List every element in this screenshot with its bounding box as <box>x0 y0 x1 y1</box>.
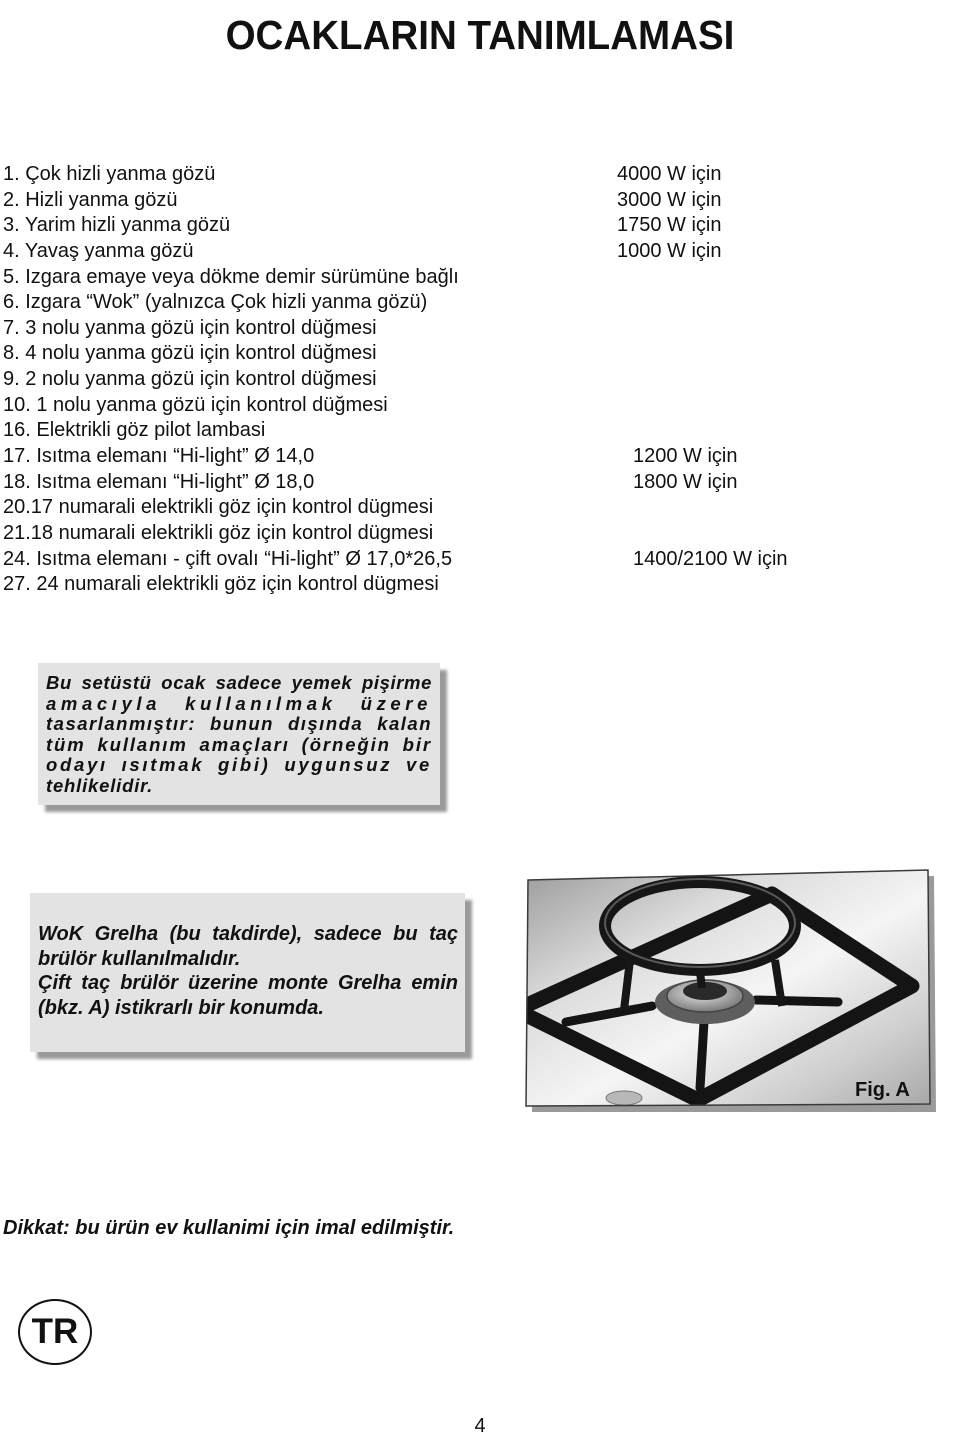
component-label: 17. Isıtma elemanı “Hi-light” Ø 14,0 <box>3 445 315 468</box>
component-label: 24. Isıtma elemanı - çift ovalı “Hi-light” Ø 17,0*26,5 <box>3 547 453 570</box>
wok-note-line: Çift taç brülör üzerine monte Grelha emin <box>38 972 458 995</box>
domestic-use-notice: Dikkat: bu ürün ev kullanimi için imal edilmiştir. <box>3 1217 455 1239</box>
component-label: 4. Yavaş yanma gözü <box>3 239 194 262</box>
component-label: 7. 3 nolu yanma gözü için kontrol düğmesi <box>3 316 377 339</box>
component-item <box>0 495 960 521</box>
component-item <box>0 547 960 573</box>
component-label: 20.17 numarali elektrikli göz için kontrol dügmesi <box>3 496 434 519</box>
page-number: 4 <box>474 1415 486 1437</box>
component-item <box>0 367 960 393</box>
component-item <box>0 290 960 316</box>
component-item <box>0 341 960 367</box>
usage-warning-line: tüm kullanım amaçları (örneğin bir <box>46 733 432 755</box>
component-label: 16. Elektrikli göz pilot lambasi <box>3 419 266 442</box>
usage-warning-line: Bu setüstü ocak sadece yemek pişirme <box>46 672 432 693</box>
component-power: 1200 W için <box>633 445 738 468</box>
page-title: OCAKLARIN TANIMLAMASI <box>225 12 735 58</box>
usage-warning-line: amacıyla kullanılmak üzere <box>46 692 432 714</box>
language-badge: TR <box>18 1299 92 1365</box>
component-power: 3000 W için <box>617 188 722 211</box>
component-power: 1400/2100 W için <box>633 547 788 570</box>
component-label: 1. Çok hizli yanma gözü <box>3 163 216 185</box>
component-label: 8. 4 nolu yanma gözü için kontrol düğmesi <box>3 342 377 365</box>
wok-note-line: brülör kullanılmalıdır. <box>38 947 241 970</box>
component-power: 4000 W için <box>617 163 722 185</box>
usage-warning-line: tehlikelidir. <box>46 774 154 796</box>
component-label: 9. 2 nolu yanma gözü için kontrol düğmesi <box>3 368 377 391</box>
wok-stand-photo <box>520 860 940 1115</box>
component-label: 27. 24 numarali elektrikli göz için kontrol dügmesi <box>3 573 439 596</box>
component-label: 5. Izgara emaye veya dökme demir sürümüne bağlı <box>3 265 459 288</box>
component-label: 6. Izgara “Wok” (yalnızca Çok hizli yanma gözü) <box>3 291 428 314</box>
component-item <box>0 265 960 291</box>
component-item <box>0 213 960 239</box>
usage-warning-line: tasarlanmıştır: bunun dışında kalan <box>46 713 432 734</box>
component-item <box>0 316 960 342</box>
component-item <box>0 521 960 547</box>
component-item <box>0 470 960 496</box>
usage-warning-line: odayı ısıtmak gibi) uygunsuz ve <box>46 754 432 775</box>
wok-note-line: (bkz. A) istikrarlı bir konumda. <box>38 996 324 1019</box>
usage-warning-box <box>38 663 440 805</box>
component-power: 1750 W için <box>617 214 722 237</box>
component-label: 21.18 numarali elektrikli göz için kontrol dügmesi <box>3 521 434 544</box>
component-label: 10. 1 nolu yanma gözü için kontrol düğmesi <box>3 393 388 416</box>
valve-knob <box>606 1091 642 1105</box>
component-item <box>0 418 960 444</box>
component-list <box>0 162 960 598</box>
component-item <box>0 393 960 419</box>
wok-note-box <box>30 893 465 1052</box>
component-item <box>0 444 960 470</box>
component-item <box>0 239 960 265</box>
component-power: 1800 W için <box>633 470 738 493</box>
component-item <box>0 188 960 214</box>
component-item <box>0 162 960 188</box>
wok-note-line: WoK Grelha (bu takdirde), sadece bu taç <box>38 923 458 945</box>
figure-label: Fig. A <box>855 1079 910 1101</box>
component-label: 3. Yarim hizli yanma gözü <box>3 214 231 237</box>
component-label: 18. Isıtma elemanı “Hi-light” Ø 18,0 <box>3 470 315 493</box>
component-item <box>0 572 960 598</box>
component-power: 1000 W için <box>617 239 722 262</box>
component-label: 2. Hizli yanma gözü <box>3 188 178 211</box>
